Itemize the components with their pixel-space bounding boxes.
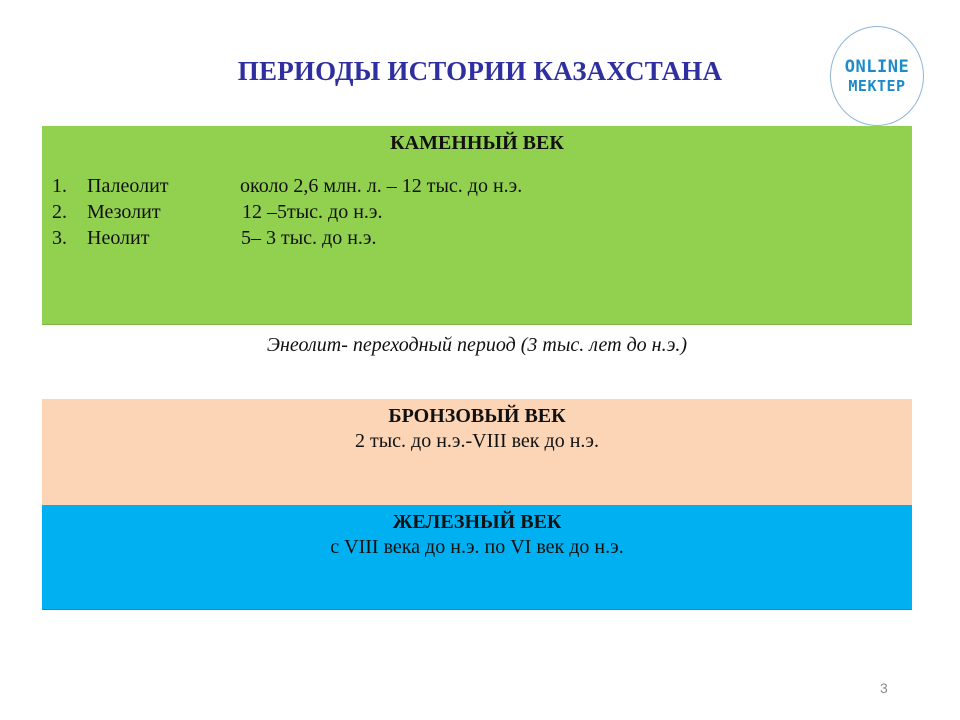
bronze-age-dates: 2 тыс. до н.э.-VIII век до н.э. [355, 430, 599, 452]
slide-title: ПЕРИОДЫ ИСТОРИИ КАЗАХСТАНА [237, 56, 723, 86]
page-number: 3 [880, 680, 888, 696]
period-dates: 12 –5тыс. до н.э. [242, 201, 383, 223]
period-number: 3. [52, 227, 67, 249]
logo-line-online: ONLINE [844, 57, 910, 77]
stone-age-box [42, 126, 912, 325]
period-dates: 5– 3 тыс. до н.э. [241, 227, 377, 249]
period-number: 1. [52, 175, 67, 197]
eneolit-note: Энеолит- переходный период (3 тыс. лет до н.э.) [266, 334, 688, 356]
period-name: Палеолит [87, 175, 169, 197]
period-row-neolith [42, 227, 912, 253]
period-row-paleolith [42, 175, 912, 201]
iron-age-title: ЖЕЛЕЗНЫЙ ВЕК [392, 511, 562, 533]
period-name: Мезолит [87, 201, 161, 223]
stone-age-title: КАМЕННЫЙ ВЕК [390, 132, 564, 154]
period-row-mesolith [42, 201, 912, 227]
iron-age-dates: с VIII века до н.э. по VI век до н.э. [330, 536, 624, 558]
period-name: Неолит [87, 227, 150, 249]
iron-age-box [42, 505, 912, 610]
bronze-age-box [42, 399, 912, 506]
logo-line-mektep: MEKTEP [848, 77, 906, 95]
bronze-age-title: БРОНЗОВЫЙ ВЕК [388, 405, 566, 427]
period-dates: около 2,6 млн. л. – 12 тыс. до н.э. [240, 175, 523, 197]
stone-age-period-list [42, 175, 912, 253]
online-mektep-logo [830, 26, 924, 126]
period-number: 2. [52, 201, 67, 223]
